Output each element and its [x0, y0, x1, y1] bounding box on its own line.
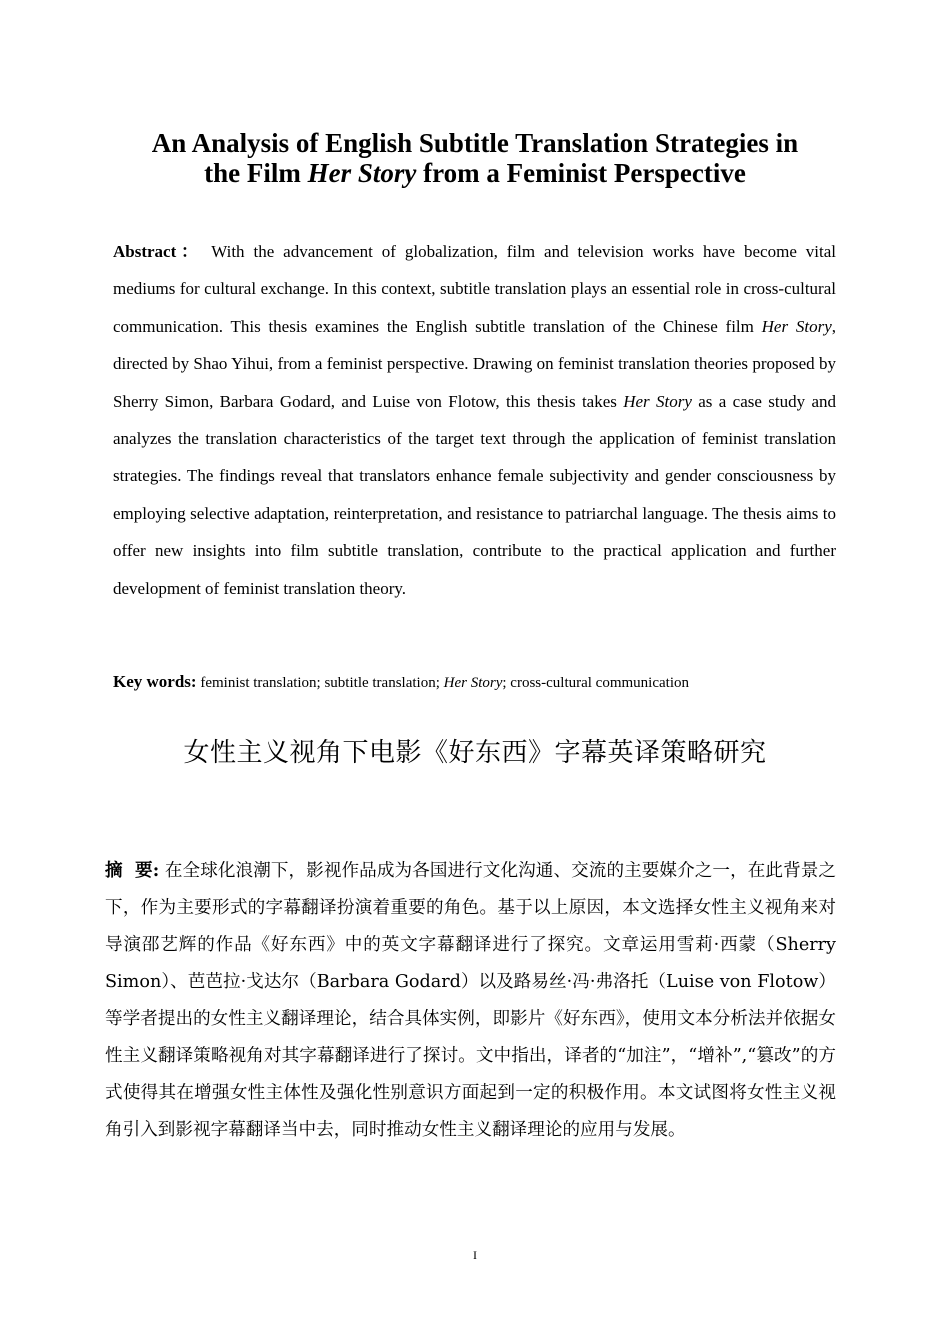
english-keywords-text-1: feminist translation; subtitle translation; — [196, 675, 444, 691]
page-number: I — [473, 1248, 477, 1262]
chinese-abstract — [105, 852, 836, 1149]
chinese-abstract-text: 在全球化浪潮下，影视作品成为各国进行文化沟通、交流的主要媒介之一，在此背景之下，作为主要形式的字幕翻译扮演着重要的角色。基于以上原因，本文选择女性主义视角来对导演邵艺辉的作品《好东西》中的英文字幕翻译进行了探究。文章运用雪莉·西蒙（Sherry Simon）、芭芭拉·戈达尔（Barbara Godard）以及路易丝·冯·弗洛托（Luise von Flotow）等学者提出的女性主义翻译理论，结合具体实例，即影片《好东西》，使用文本分析法并依据女性主义翻译策略视角对其字幕翻译进行了探讨。文中指出，译者的“加注”，“增补”,“篡改”的方式使得其在增强女性主体性及强化性别意识方面起到一定的积极作用。本文试图将女性主义视角引入到影视字幕翻译当中去，同时推动女性主义翻译理论的应用与发展。 — [105, 861, 836, 1140]
english-abstract-film-name-2: Her Story — [623, 391, 692, 411]
english-keywords — [113, 669, 836, 696]
english-title-film-name: Her Story — [307, 158, 417, 188]
english-abstract-colon: ： — [176, 242, 203, 261]
chinese-title: 女性主义视角下电影《好东西》字幕英译策略研究 — [183, 738, 767, 768]
english-keywords-label: Key words: — [113, 672, 197, 691]
english-title — [100, 128, 850, 188]
english-keywords-text-2: ; cross-cultural communication — [502, 675, 689, 691]
english-abstract-text-3: as a case study and analyzes the translation characteristics of the target text through the application of feminist translation strategies. The findings reveal that translators enhance female subjectivity and gender consciousness by employing selective adaptation, reinterpretation, and resistance to patriarchal language. The thesis aims to offer new insights into film subtitle translation, contribute to the practical application and further development of feminist translation theory. — [113, 391, 837, 598]
english-title-line1: An Analysis of English Subtitle Translation Strategies in — [151, 128, 799, 158]
chinese-abstract-label: 摘 要: — [105, 860, 160, 881]
english-abstract-text-2: , directed by Shao Yihui, from a feminist perspective. Drawing on feminist translation theories proposed by Sherry Simon, Barbara Godard, and Luise von Flotow, this thesis takes — [113, 316, 836, 411]
english-abstract-label: Abstract — [113, 242, 177, 261]
english-abstract-text-1: With the advancement of globalization, film and television works have become vital mediums for cultural exchange. In this context, subtitle translation plays an essential role in cross-cultural communication. This thesis examines the English subtitle translation of the Chinese film — [113, 242, 837, 336]
english-title-line2-post: from a Feminist Perspective — [416, 158, 746, 188]
english-keywords-film-name: Her Story — [443, 675, 503, 691]
english-abstract-film-name-1: Her Story — [761, 316, 832, 336]
english-abstract — [113, 233, 836, 607]
english-title-line2-pre: the Film — [204, 158, 308, 188]
